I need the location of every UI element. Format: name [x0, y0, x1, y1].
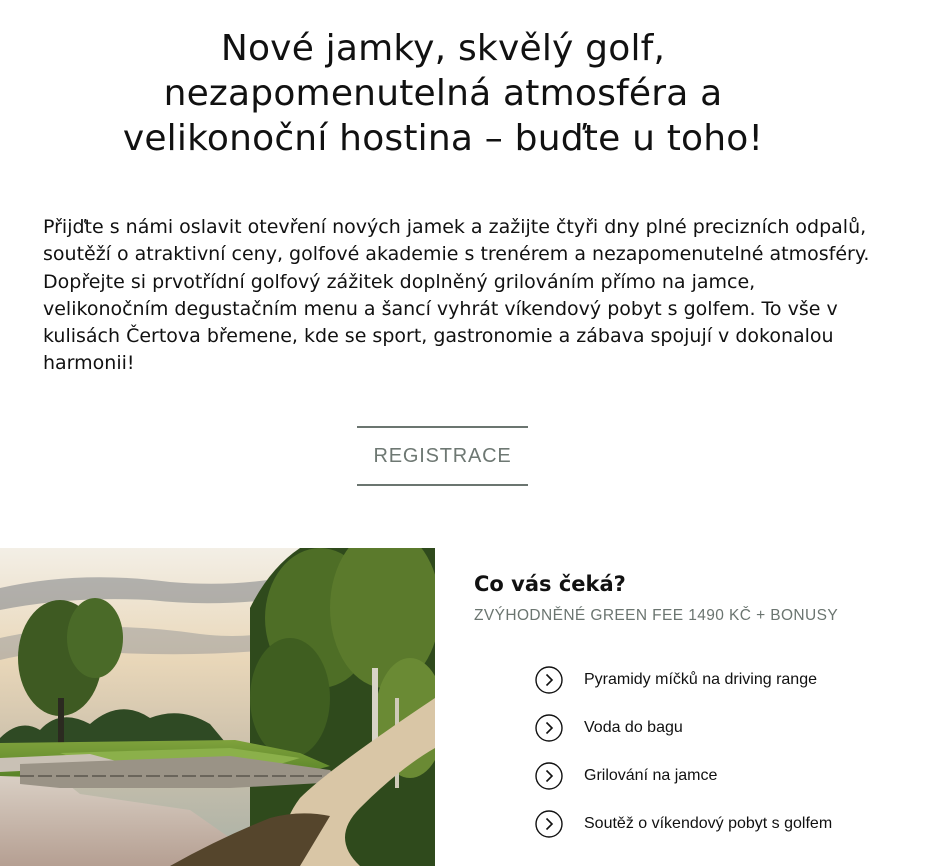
- benefits-title: Co vás čeká?: [474, 572, 626, 596]
- intro-paragraph: Přijďte s námi oslavit otevření nových jamek a zažijte čtyři dny plné precizních odpalů, soutěží o atraktivní ceny, golfové akademie s trenérem a nezapomenutelné atmosféry. Dopřejte si prvotřídní golfový zážitek doplněný grilováním přímo na jamce, velikonočním degustačním menu a šancí vyhrát víkendový pobyt s golfem. To vše v kulisách Čertova břemene, kde se sport, gastronomie a zábava spojují v dokonalou harmonii!: [43, 216, 870, 375]
- chevron-right-circle-icon: [535, 666, 563, 694]
- chevron-right-circle-icon: [535, 714, 563, 742]
- list-item: [535, 656, 915, 704]
- benefit-label: Grilování na jamce: [584, 767, 718, 784]
- benefits-subtitle: ZVÝHODNĚNÉ GREEN FEE 1490 KČ + BONUSY: [474, 607, 839, 624]
- benefit-label: Pyramidy míčků na driving range: [584, 671, 817, 688]
- golf-course-photo: [0, 548, 435, 866]
- benefit-label: Voda do bagu: [584, 719, 683, 736]
- list-item: [535, 800, 915, 848]
- list-item: [535, 704, 915, 752]
- headline-line-2: nezapomenutelná atmosféra a: [163, 73, 723, 114]
- golf-course-illustration: [0, 548, 435, 866]
- chevron-right-circle-icon: [535, 810, 563, 838]
- list-item: [535, 752, 915, 800]
- headline-line-3: velikonoční hostina – buďte u toho!: [122, 118, 764, 159]
- benefits-list: [535, 656, 915, 848]
- benefit-label: Soutěž o víkendový pobyt s golfem: [584, 815, 833, 832]
- register-button[interactable]: REGISTRACE: [357, 426, 528, 486]
- headline-line-1: Nové jamky, skvělý golf,: [220, 28, 666, 69]
- chevron-right-circle-icon: [535, 762, 563, 790]
- page-headline: [40, 26, 846, 161]
